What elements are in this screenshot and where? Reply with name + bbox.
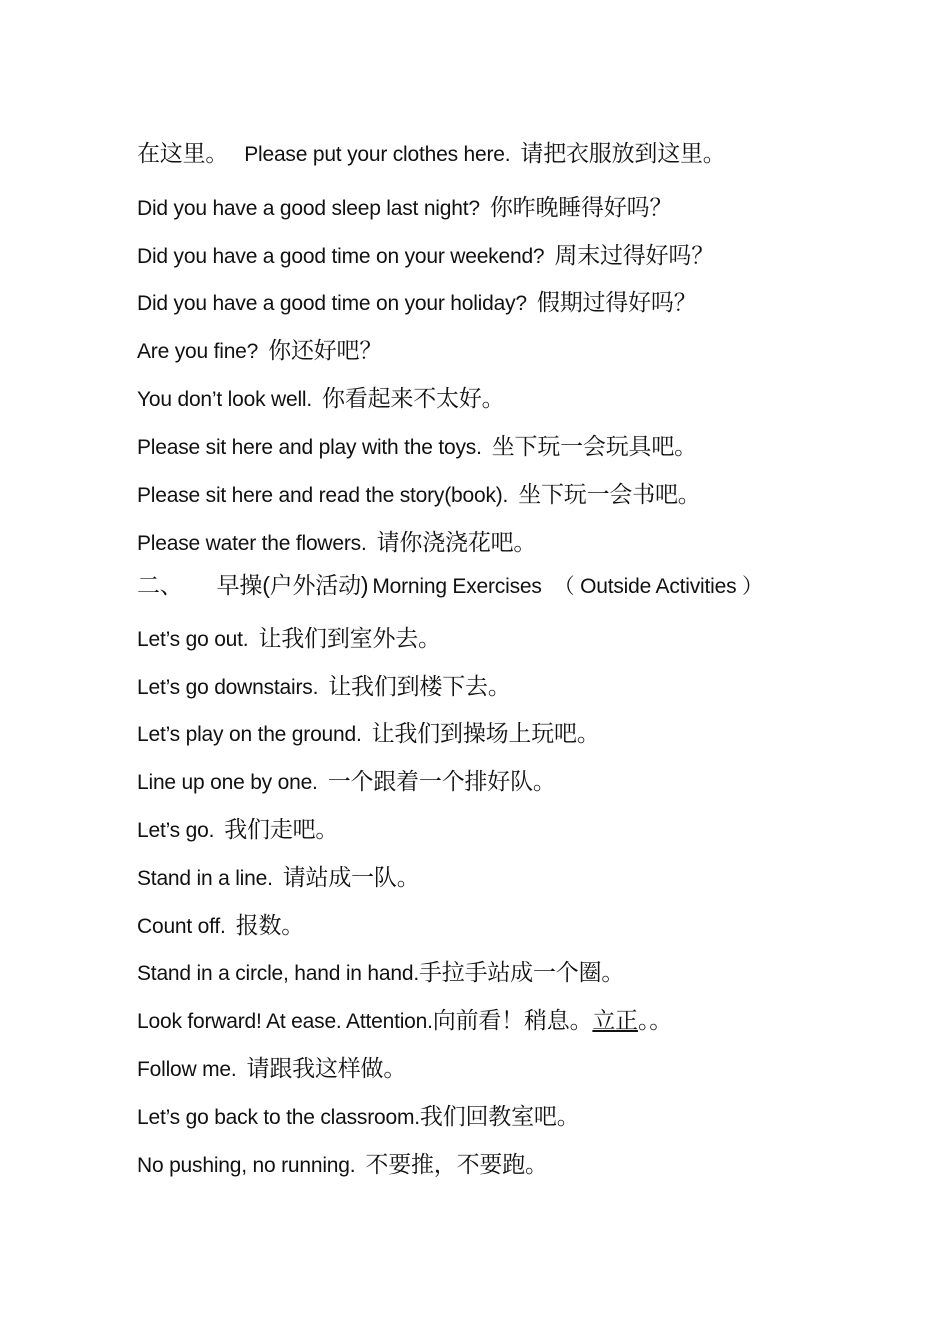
phrase-zh: 请跟我这样做。 <box>246 1055 407 1081</box>
phrase-zh: 请把衣服放到这里。 <box>520 140 726 166</box>
phrase-en: No pushing, no running. <box>137 1154 356 1177</box>
phrase-line <box>137 957 624 989</box>
phrase-zh: 请站成一队。 <box>282 864 420 890</box>
phrase-zh: 让我们到楼下去。 <box>328 673 511 699</box>
phrase-zh: 你看起来不太好。 <box>322 385 505 411</box>
phrase-en: Let’s play on the ground. <box>137 723 362 746</box>
section-title-zh: 早操(户外活动) <box>216 572 369 598</box>
phrase-line <box>137 479 701 511</box>
section-number: 二、 <box>137 572 183 598</box>
phrase-en: Please sit here and read the story(book). <box>137 484 509 507</box>
phrase-line <box>137 1053 406 1085</box>
phrase-line <box>137 383 504 415</box>
phrase-line <box>137 814 338 846</box>
phrase-en: Please put your clothes here. <box>244 143 511 166</box>
phrase-line <box>137 138 726 170</box>
phrase-line <box>137 766 556 798</box>
section-heading <box>137 570 763 602</box>
phrase-zh: 坐下玩一会玩具吧。 <box>491 433 697 459</box>
phrase-en: Count off. <box>137 915 226 938</box>
phrase-en: Did you have a good time on your weekend? <box>137 245 545 268</box>
phrase-zh: 让我们到室外去。 <box>258 625 441 651</box>
phrase-line <box>137 718 600 750</box>
phrase-zh: 报数。 <box>235 912 305 938</box>
phrase-zh-lead: 在这里。 <box>137 140 229 166</box>
phrase-line <box>137 671 511 703</box>
phrase-en: Did you have a good time on your holiday? <box>137 292 527 315</box>
phrase-zh: 手拉手站成一个圈。 <box>418 959 625 985</box>
phrase-en: Stand in a circle, hand in hand. <box>137 962 419 985</box>
phrase-line <box>137 240 714 272</box>
phrase-en: Line up one by one. <box>137 771 318 794</box>
phrase-en: Look forward! At ease. Attention. <box>137 1010 433 1033</box>
phrase-line <box>137 910 304 942</box>
phrase-zh-tail: 。。 <box>637 1007 673 1033</box>
phrase-zh: 周末过得好吗？ <box>554 242 715 268</box>
phrase-zh: 一个跟着一个排好队。 <box>327 768 556 794</box>
phrase-zh: 请你浇浇花吧。 <box>376 529 537 555</box>
phrase-zh: 向前看！稍息。 <box>432 1007 593 1033</box>
phrase-zh-underlined: 立正 <box>592 1007 638 1033</box>
phrase-en: Did you have a good sleep last night? <box>137 197 480 220</box>
phrase-line <box>137 192 672 224</box>
phrase-en: You don’t look well. <box>137 388 313 411</box>
phrase-line <box>137 1101 580 1133</box>
section-title-paren: （ Outside Activities ） <box>553 575 763 598</box>
phrase-en: Let’s go downstairs. <box>137 676 319 699</box>
phrase-zh: 我们回教室吧。 <box>419 1103 580 1129</box>
phrase-en: Follow me. <box>137 1058 237 1081</box>
phrase-zh: 坐下玩一会书吧。 <box>518 481 701 507</box>
phrase-line <box>137 1005 672 1037</box>
section-title-en: Morning Exercises <box>372 575 542 598</box>
phrase-en: Are you fine? <box>137 340 259 363</box>
phrase-zh: 你昨晚睡得好吗？ <box>489 194 673 220</box>
phrase-zh: 假期过得好吗？ <box>536 289 697 315</box>
phrase-zh: 你还好吧？ <box>268 337 383 363</box>
phrase-line <box>137 527 536 559</box>
phrase-zh: 让我们到操场上玩吧。 <box>371 720 600 746</box>
phrase-zh: 我们走吧。 <box>224 816 339 842</box>
phrase-line <box>137 623 441 655</box>
phrase-en: Please sit here and play with the toys. <box>137 436 482 459</box>
phrase-zh: 不要推，不要跑。 <box>365 1151 548 1177</box>
phrase-en: Let’s go back to the classroom. <box>137 1106 420 1129</box>
phrase-line <box>137 431 697 463</box>
phrase-en: Let’s go out. <box>137 628 249 651</box>
phrase-line <box>137 1149 548 1181</box>
phrase-line <box>137 287 697 319</box>
phrase-line <box>137 862 420 894</box>
phrase-line <box>137 335 382 367</box>
phrase-en: Let’s go. <box>137 819 215 842</box>
phrase-en: Stand in a line. <box>137 867 273 890</box>
phrase-en: Please water the flowers. <box>137 532 367 555</box>
